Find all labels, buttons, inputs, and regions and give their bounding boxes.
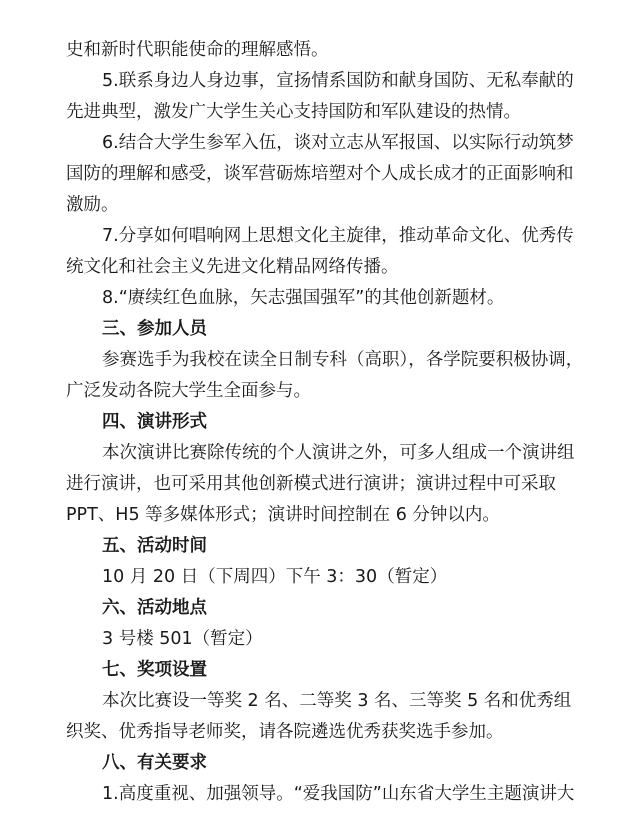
- section-heading-time: 五、活动时间: [102, 536, 207, 556]
- list-item-1: 1.高度重视、加强领导。“爱我国防”山东省大学生主题演讲大: [102, 784, 575, 804]
- text-line: 进行演讲，也可采用其他创新模式进行演讲；演讲过程中可采取: [66, 474, 556, 494]
- text-line: 史和新时代职能使命的理解感悟。: [66, 40, 329, 60]
- paragraph-line: 参赛选手为我校在读全日制专科（高职），各学院要积极协调，: [102, 350, 584, 370]
- text-line: 织奖、优秀指导老师奖，请各院遴选优秀获奖选手参加。: [66, 722, 504, 742]
- paragraph-line: 本次演讲比赛除传统的个人演讲之外，可多人组成一个演讲组: [102, 443, 575, 463]
- list-item-5: 5.联系身边人身边事，宣扬情系国防和献身国防、无私奉献的: [102, 71, 574, 91]
- event-time: 10 月 20 日（下周四）下午 3：30（暂定）: [102, 567, 448, 587]
- list-item-7: 7.分享如何唱响网上思想文化主旋律，推动革命文化、优秀传: [102, 226, 574, 246]
- section-heading-requirements: 八、有关要求: [102, 753, 207, 773]
- text-line: 先进典型，激发广大学生关心支持国防和军队建设的热情。: [66, 102, 521, 122]
- section-heading-format: 四、演讲形式: [102, 412, 207, 432]
- section-heading-participants: 三、参加人员: [102, 319, 207, 339]
- text-line: 广泛发动各院大学生全面参与。: [66, 381, 311, 401]
- text-line: 统文化和社会主义先进文化精品网络传播。: [66, 257, 399, 277]
- event-location: 3 号楼 501（暂定）: [102, 629, 263, 649]
- text-line: 激励。: [66, 195, 119, 215]
- list-item-8: 8.“赓续红色血脉，矢志强国强军”的其他创新题材。: [102, 288, 505, 308]
- section-heading-location: 六、活动地点: [102, 598, 207, 618]
- section-heading-awards: 七、奖项设置: [102, 660, 207, 680]
- text-line: 国防的理解和感受，谈军营砺炼培塑对个人成长成才的正面影响和: [66, 164, 574, 184]
- paragraph-line: 本次比赛设一等奖 2 名、二等奖 3 名、三等奖 5 名和优秀组: [102, 691, 572, 711]
- list-item-6: 6.结合大学生参军入伍，谈对立志从军报国、以实际行动筑梦: [102, 133, 574, 153]
- text-line: PPT、H5 等多媒体形式；演讲时间控制在 6 分钟以内。: [66, 505, 500, 525]
